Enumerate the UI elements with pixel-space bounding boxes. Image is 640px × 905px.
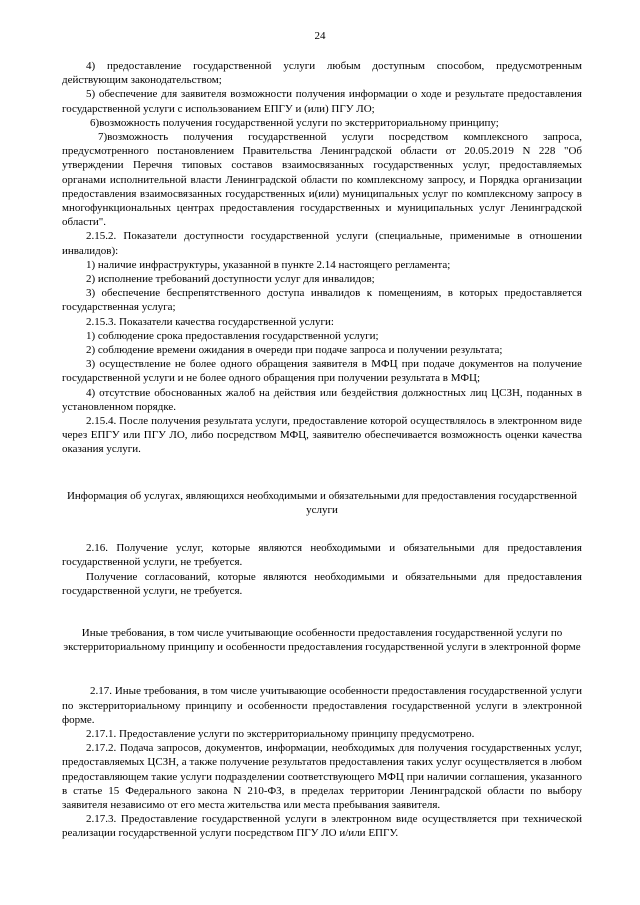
paragraph-item-7: 7)возможность получения государственной услуги посредством комплексного запроса, предусмотренного постановлением Правительства Ленинградской области от 20.05.2019 N 228 "Об утверждении Перечня типовых составов взаимосвязанных государственных услуг, предоставляемых органами исполнительной власти Ленинградской области по комплексному запросу, и Порядка организации предоставления взаимосвязанных государственных и(или) муниципальных услуг по комплексному запросу в многофункциональных центрах предоставления государственных и муниципальных услуг Ленинградской области". bbox=[62, 131, 582, 229]
paragraph-2-15-3: 2.15.3. Показатели качества государственной услуги: bbox=[86, 315, 334, 328]
spacer bbox=[62, 654, 582, 684]
page-number: 24 bbox=[314, 30, 326, 42]
paragraph-item-5: 5) обеспечение для заявителя возможности получения информации о ходе и результате предоставления государственной услуги с использованием ЕПГУ и (или) ПГУ ЛО; bbox=[62, 88, 582, 115]
paragraph-2-15-2: 2.15.2. Показатели доступности государственной услуги (специальные, применимые в отношении инвалидов): bbox=[62, 230, 582, 257]
paragraph-quality-2: 2) соблюдение времени ожидания в очереди при подаче запроса и получении результата; bbox=[86, 344, 503, 357]
paragraph-2-16: 2.16. Получение услуг, которые являются необходимыми и обязательными для предоставления государственной услуги, не требуется. bbox=[62, 542, 582, 569]
paragraph-2-17-1: 2.17.1. Предоставление услуги по экстерриториальному принципу предусмотрено. bbox=[86, 727, 475, 740]
paragraph-2-15-4: 2.15.4. После получения результата услуги, предоставление которой осуществлялось в электронном виде через ЕПГУ или ПГУ ЛО, либо посредством МФЦ, заявителю обеспечивается возможность оценки качества оказания услуги. bbox=[62, 415, 582, 456]
paragraph-2-17-2: 2.17.2. Подача запросов, документов, информации, необходимых для получения государственных услуг, предоставляемых ЦСЗН, а также получение результатов предоставления таких услуг осуществляется в любом предоставляющем такие услуги подразделении соответствующего МФЦ при наличии соглашения, указанного в статье 15 Федерального закона N 210-ФЗ, в пределах территории Ленинградской области по выбору заявителя независимо от его места жительства или места пребывания заявителя. bbox=[62, 742, 582, 811]
paragraph-quality-1: 1) соблюдение срока предоставления государственной услуги; bbox=[86, 329, 379, 342]
paragraph-2-17: 2.17. Иные требования, в том числе учитывающие особенности предоставления государственной услуги по экстерриториальному принципу и особенности предоставления государственной услуги в электронной форме. bbox=[62, 685, 582, 726]
section-heading-other-requirements: Иные требования, в том числе учитывающие особенности предоставления государственной услуги по экстерриториальному принципу и особенности предоставления государственной услуги в электронной форме bbox=[63, 626, 581, 654]
paragraph-item-6: 6)возможность получения государственной услуги по экстерриториальному принципу; bbox=[90, 116, 499, 129]
spacer bbox=[62, 517, 582, 541]
paragraph-2-17-3: 2.17.3. Предоставление государственной услуги в электронном виде осуществляется при технической реализации государственной услуги посредством ПГУ ЛО и/или ЕПГУ. bbox=[62, 813, 582, 840]
spacer bbox=[62, 598, 582, 626]
spacer bbox=[62, 457, 582, 489]
paragraph-approvals: Получение согласований, которые являются необходимыми и обязательными для предоставления государственной услуги, не требуется. bbox=[62, 570, 582, 597]
paragraph-quality-3: 3) осуществление не более одного обращения заявителя в МФЦ при подаче документов на получение государственной услуги и не более одного обращения при получении результата в МФЦ; bbox=[62, 358, 582, 385]
paragraph-availability-1: 1) наличие инфраструктуры, указанной в пункте 2.14 настоящего регламента; bbox=[86, 258, 451, 271]
paragraph-availability-3: 3) обеспечение беспрепятственного доступа инвалидов к помещениям, в которых предоставляется государственная услуга; bbox=[62, 287, 582, 314]
section-heading-necessary-services: Информация об услугах, являющихся необходимыми и обязательными для предоставления государственной услуги bbox=[66, 489, 578, 516]
paragraph-availability-2: 2) исполнение требований доступности услуг для инвалидов; bbox=[86, 273, 375, 286]
document-body bbox=[62, 59, 582, 841]
paragraph-quality-4: 4) отсутствие обоснованных жалоб на действия или бездействия должностных лиц ЦСЗН, поданных в установленном порядке. bbox=[62, 386, 582, 413]
paragraph-item-4: 4) предоставление государственной услуги любым доступным способом, предусмотренным действующим законодательством; bbox=[62, 60, 582, 87]
